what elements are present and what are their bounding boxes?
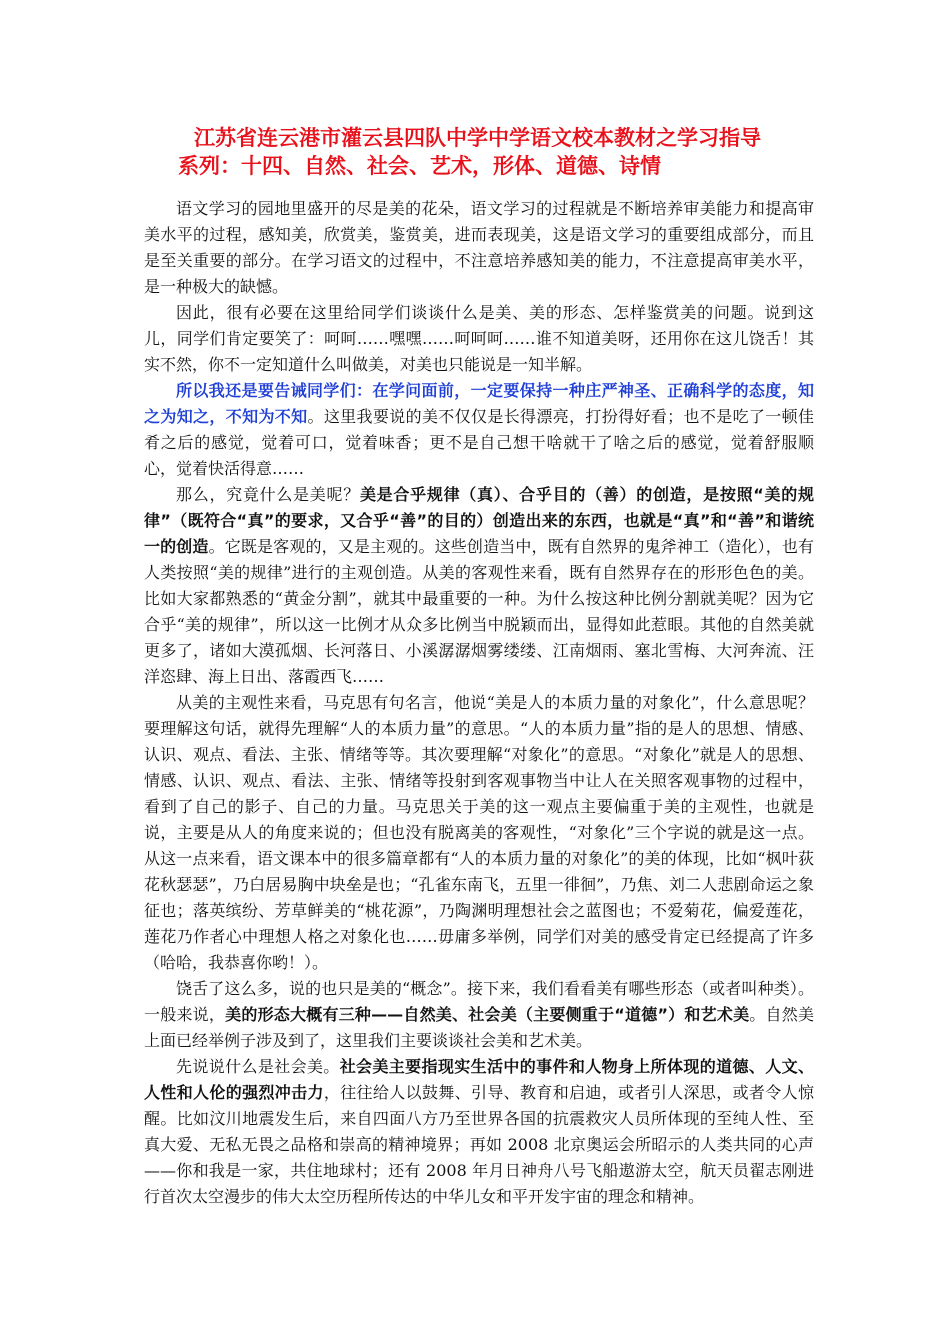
- text-run: 先说说什么是社会美。: [176, 1057, 340, 1076]
- paragraph-4: [144, 482, 814, 690]
- article-body: [144, 196, 814, 1210]
- text-run: ，往往给人以鼓舞、引导、教育和启迪，或者引人深思，或者令人惊醒。比如汶川地震发生后，来自四面八方乃至世界各国的抗震救灾人员所体现的至纯人性、至真大爱、无私无畏之品格和崇高的精神境界；再如 2008 北京奥运会所昭示的人类共同的心声——你和我是一家，共住地球村；还有 2008 年月日神舟八号飞船遨游太空，航天员翟志刚进行首次太空漫步的伟大太空历程所传达的中华儿女和平开发宇宙的理念和精神。: [144, 1083, 814, 1206]
- bold-text: 社会美主要指现实生活中的事件和人物身上所体现的道德、人文、人性和人伦的强烈冲击力: [144, 1057, 814, 1102]
- document-title: [178, 124, 838, 180]
- text-run: 那么，究竟什么是美呢？: [176, 485, 360, 504]
- paragraph-6: [144, 976, 814, 1054]
- emphasis-text: 所以我还是要告诫同学们：在学问面前，一定要保持一种庄严神圣、正确科学的态度，知之为知之，不知为不知: [144, 381, 814, 426]
- text-run: 从美的主观性来看，马克思有句名言，他说“美是人的本质力量的对象化”，什么意思呢？要理解这句话，就得先理解“人的本质力量”的意思。“人的本质力量”指的是人的思想、情感、认识、观点、看法、主张、情绪等等。其次要理解“对象化”的意思。“对象化”就是人的思想、情感、认识、观点、看法、主张、情绪等投射到客观事物当中让人在关照客观事物的过程中，看到了自己的影子、自己的力量。马克思关于美的这一观点主要偏重于美的主观性，也就是说，主要是从人的角度来说的；但也没有脱离美的客观性，“对象化”三个字说的就是这一点。从这一点来看，语文课本中的很多篇章都有“人的本质力量的对象化”的美的体现，比如“枫叶荻花秋瑟瑟”，乃白居易胸中块垒是也；“孔雀东南飞，五里一徘徊”，乃焦、刘二人悲剧命运之象征也；落英缤纷、芳草鲜美的“桃花源”，乃陶渊明理想社会之蓝图也；不爱菊花，偏爱莲花，莲花乃作者心中理想人格之对象化也……毋庸多举例，同学们对美的感受肯定已经提高了许多（哈哈，我恭喜你哟！）。: [144, 693, 814, 972]
- text-run: 因此，很有必要在这里给同学们谈谈什么是美、美的形态、怎样鉴赏美的问题。说到这儿，同学们肯定要笑了：呵呵……嘿嘿……呵呵呵……谁不知道美呀，还用你在这儿饶舌！其实不然，你不一定知道什么叫做美，对美也只能说是一知半解。: [144, 303, 814, 374]
- bold-text: 美是合乎规律（真）、合乎目的（善）的创造，是按照“美的规律”（既符合“真”的要求，又合乎“善”的目的）创造出来的东西，也就是“真”和“善”和谐统一的创造: [144, 485, 814, 556]
- title-line-2: 系列：十四、自然、社会、艺术，形体、道德、诗情: [178, 154, 661, 178]
- paragraph-2: [144, 300, 814, 378]
- paragraph-7: [144, 1054, 814, 1210]
- paragraph-1: [144, 196, 814, 300]
- text-run: 语文学习的园地里盛开的尽是美的花朵，语文学习的过程就是不断培养审美能力和提高审美水平的过程，感知美，欣赏美，鉴赏美，进而表现美，这是语文学习的重要组成部分，而且是至关重要的部分。在学习语文的过程中，不注意培养感知美的能力，不注意提高审美水平，是一种极大的缺憾。: [144, 199, 814, 296]
- bold-text: 美的形态大概有三种——自然美、社会美（主要侧重于“道德”）和艺术美: [225, 1005, 750, 1024]
- paragraph-5: [144, 690, 814, 976]
- text-run: 饶舌了这么多，说的也只是美的“概念”。接下来，我们看看美有哪些形态（或者叫种类）。一般来说，: [144, 979, 814, 1024]
- title-line-1: 江苏省连云港市灌云县四队中学中学语文校本教材之学习指导: [194, 126, 761, 150]
- paragraph-3: [144, 378, 814, 482]
- text-run: 。这里我要说的美不仅仅是长得漂亮，打扮得好看；也不是吃了一顿佳肴之后的感觉，觉着可口，觉着味香；更不是自己想干啥就干了啥之后的感觉，觉着舒服顺心，觉着快活得意……: [144, 407, 814, 478]
- text-run: 。它既是客观的，又是主观的。这些创造当中，既有自然界的鬼斧神工（造化），也有人类按照“美的规律”进行的主观创造。从美的客观性来看，既有自然界存在的形形色色的美。比如大家都熟悉的“黄金分割”，就其中最重要的一种。为什么按这种比例分割就美呢？因为它合乎“美的规律”，所以这一比例才从众多比例当中脱颖而出，显得如此惹眼。其他的自然美就更多了，诸如大漠孤烟、长河落日、小溪潺潺烟雾缕缕、江南烟雨、塞北雪梅、大河奔流、汪洋恣肆、海上日出、落霞西飞……: [144, 537, 814, 686]
- text-run: 。自然美上面已经举例子涉及到了，这里我们主要谈谈社会美和艺术美。: [144, 1005, 814, 1050]
